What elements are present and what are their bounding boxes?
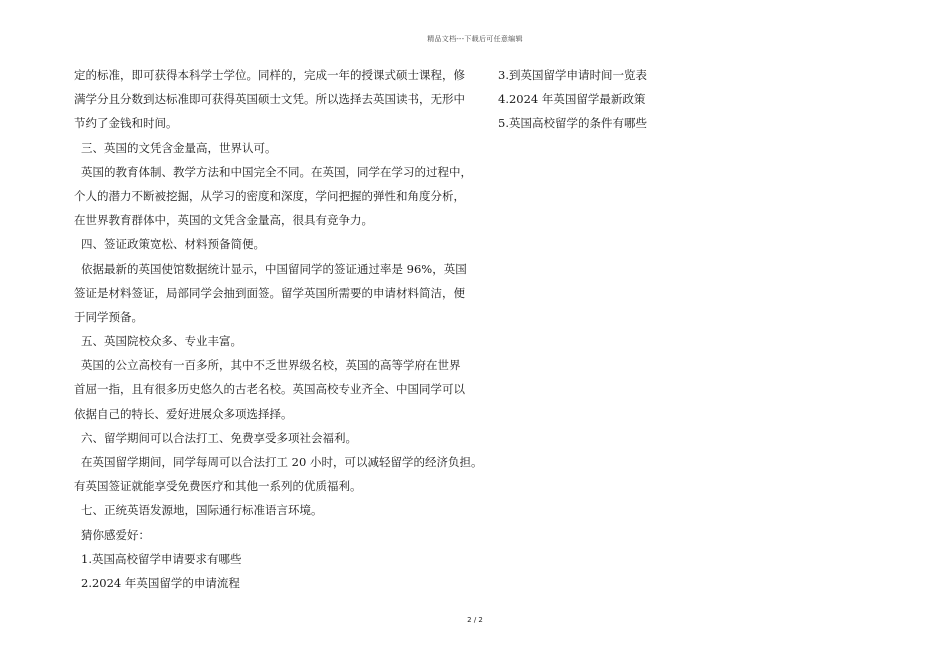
text-line: 节约了金钱和时间。 [74,116,178,131]
text-line: 英国的教育体制、教学方法和中国完全不同。在英国，同学在学习的过程中， [81,164,472,179]
text-line: 猜你感爱好： [81,527,150,542]
text-line: 1.英国高校留学申请要求有哪些 [81,551,242,566]
text-line: 满学分且分数到达标准即可获得英国硕士文凭。所以选择去英国读书，无形中 [74,92,465,107]
text-line: 依据自己的特长、爱好进展众多项选择择。 [74,406,293,421]
text-line: 依据最新的英国使馆数据统计显示，中国留同学的签证通过率是 96%，英国 [81,261,467,276]
text-line: 个人的潜力不断被挖掘，从学习的密度和深度，学问把握的弹性和角度分析， [74,188,465,203]
text-line: 六、留学期间可以合法打工、免费享受多项社会福利。 [81,430,357,445]
text-line: 四、签证政策宽松、材料预备简便。 [81,237,265,252]
page-number: 2 / 2 [467,616,483,624]
page-header: 精品文档---下载后可任意编辑 [427,35,523,43]
text-line: 英国的公立高校有一百多所，其中不乏世界级名校，英国的高等学府在世界 [81,358,461,373]
text-line: 在世界教育群体中，英国的文凭含金量高，很具有竞争力。 [74,213,373,228]
related-link[interactable]: 5.英国高校留学的条件有哪些 [498,116,647,131]
text-line: 三、英国的文凭含金量高，世界认可。 [81,140,277,155]
related-link[interactable]: 3.到英国留学申请时间一览表 [498,68,647,82]
text-line: 在英国留学期间，同学每周可以合法打工 20 小时，可以减轻留学的经济负担。 [81,455,483,469]
text-line: 有英国签证就能享受免费医疗和其他一系列的优质福利。 [74,479,362,494]
text-line: 2.2024 年英国留学的申请流程 [81,575,240,590]
text-line: 七、正统英语发源地，国际通行标准语言环境。 [81,503,323,518]
right-column [498,63,758,136]
text-line: 五、英国院校众多、专业丰富。 [81,334,242,349]
text-line: 于同学预备。 [74,309,143,324]
text-line: 签证是材料签证，局部同学会抽到面签。留学英国所需要的申请材料简洁，便 [74,285,465,300]
left-column [74,63,483,595]
text-line: 首屈一指，且有很多历史悠久的古老名校。英国高校专业齐全、中国同学可以 [74,382,465,397]
text-line: 定的标准，即可获得本科学士学位。同样的，完成一年的授课式硕士课程，修 [74,68,465,82]
related-link[interactable]: 4.2024 年英国留学最新政策 [498,92,646,107]
